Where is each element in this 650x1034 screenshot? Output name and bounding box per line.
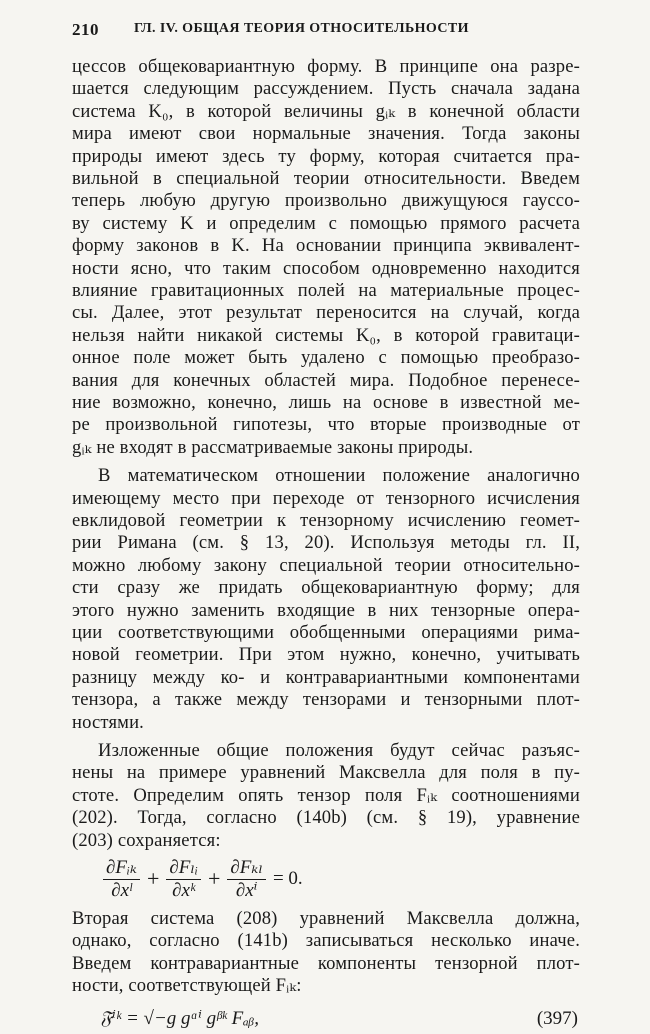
text-line: влияние гравитационных полей на материальные процес-: [72, 280, 580, 301]
text-line: (202). Тогда, согласно (140b) (см. § 19), уравнение: [72, 807, 580, 829]
text-line: однако, согласно (141b) записываться несколько иначе.: [72, 930, 580, 952]
text-line: нельзя найти никакой системы K₀, в которой гравитаци-: [72, 324, 580, 346]
fraction-term-2: [166, 858, 201, 901]
text-line: тензора, а также между тензорами и тензорными плот-: [72, 689, 580, 711]
fraction-term-3-denominator: ∂xⁱ: [235, 879, 258, 901]
equation-tensor-density: 𝔉ⁱᵏ = √−g gᵅⁱ gᵝᵏ Fₐᵦ,: [100, 1007, 259, 1029]
text-line: сы. Далее, этот результат переносится на случай, когда: [72, 302, 580, 324]
text-line: этого нужно заменить входящие в них тензорные опера-: [72, 599, 580, 621]
text-line: природы имеют здесь ту форму, которая считается пра-: [72, 145, 580, 167]
text-line: мира имеют свои нормальные значения. Тогда законы: [72, 123, 580, 145]
text-line: ции соответствующими обобщенными операциями римa-: [72, 622, 580, 643]
fraction-term-1: [103, 858, 140, 901]
fraction-term-1-denominator: ∂xˡ: [111, 879, 132, 901]
plus-sign: +: [146, 866, 160, 891]
text-line: Вторая система (208) уравнений Максвелла должна,: [72, 908, 580, 929]
text-line: теперь любую другую произвольно движущуюся гауссо-: [72, 190, 580, 212]
text-line: шается следующим рассуждением. Пусть сначала задана: [72, 78, 580, 100]
fraction-term-1-numerator: ∂Fᵢₖ: [103, 858, 140, 880]
text-line: ностями.: [72, 711, 144, 733]
text-line: В математическом отношении положение аналогично: [98, 465, 580, 487]
text-line: вильной в специальной теории относительности. Введем: [72, 168, 580, 189]
text-line: новой геометрии. При этом нужно, конечно, учитывать: [72, 644, 580, 666]
page-header: [72, 20, 580, 48]
fraction-term-3: [227, 858, 266, 901]
text-line: сти сразу же придать общековариантную форму; для: [72, 577, 580, 599]
equation-rhs: = 0.: [272, 868, 303, 889]
text-line: Изложенные общие положения будут сейчас разъяс-: [98, 740, 580, 761]
text-line: рии Римана (см. § 13, 20). Используя методы гл. II,: [72, 532, 580, 554]
text-line: Введем контравариантные компоненты тензорной плот-: [72, 952, 580, 974]
text-line: ву систему K и определим с помощью прямого расчета: [72, 212, 580, 234]
text-line: имеющему место при переходе от тензорного исчисления: [72, 487, 580, 509]
text-line: можно любому закону специальной теории относительно-: [72, 554, 580, 576]
equation-number: (397): [536, 1007, 578, 1029]
text-line: ности ясно, что таким способом одновременно находится: [72, 257, 580, 279]
text-line: онное поле может быть удалено с помощью преобразо-: [72, 347, 580, 369]
text-line: форму законов в K. На основании принципа эквивалент-: [72, 235, 580, 257]
text-line: ре произвольной гипотезы, что вторые производные от: [72, 414, 580, 436]
fraction-term-3-numerator: ∂Fₖₗ: [227, 858, 266, 880]
fraction-term-2-numerator: ∂Fₗᵢ: [166, 858, 201, 880]
text-line: разницу между ко- и контравариантными компонентами: [72, 666, 580, 688]
text-line: ние возможно, конечно, лишь на основе в известной ме-: [72, 392, 580, 413]
text-line: евклидовой геометрии к тензорному исчислению геомет-: [72, 510, 580, 531]
text-line: (203) сохраняется:: [72, 829, 221, 851]
equation-maxwell-first: [100, 856, 303, 902]
text-line: gᵢₖ не входят в рассматриваемые законы природы.: [72, 436, 474, 458]
page-number: 210: [72, 20, 99, 39]
running-title: ГЛ. IV. ОБЩАЯ ТЕОРИЯ ОТНОСИТЕЛЬНОСТИ: [134, 21, 469, 36]
text-line: цессов общековариантную форму. В принципе она разре-: [72, 56, 580, 77]
plus-sign: +: [207, 866, 221, 891]
fraction-term-2-denominator: ∂xᵏ: [172, 879, 196, 901]
text-line: стоте. Определим опять тензор поля Fᵢₖ соотношениями: [72, 784, 580, 806]
text-line: нены на примере уравнений Максвелла для поля в пу-: [72, 762, 580, 784]
text-line: вания для конечных областей мира. Подобное перенесе-: [72, 369, 580, 391]
text-line: ности, соответствующей Fᵢₖ:: [72, 975, 302, 997]
text-line: система K₀, в которой величины gᵢₖ в конечной области: [72, 100, 580, 122]
